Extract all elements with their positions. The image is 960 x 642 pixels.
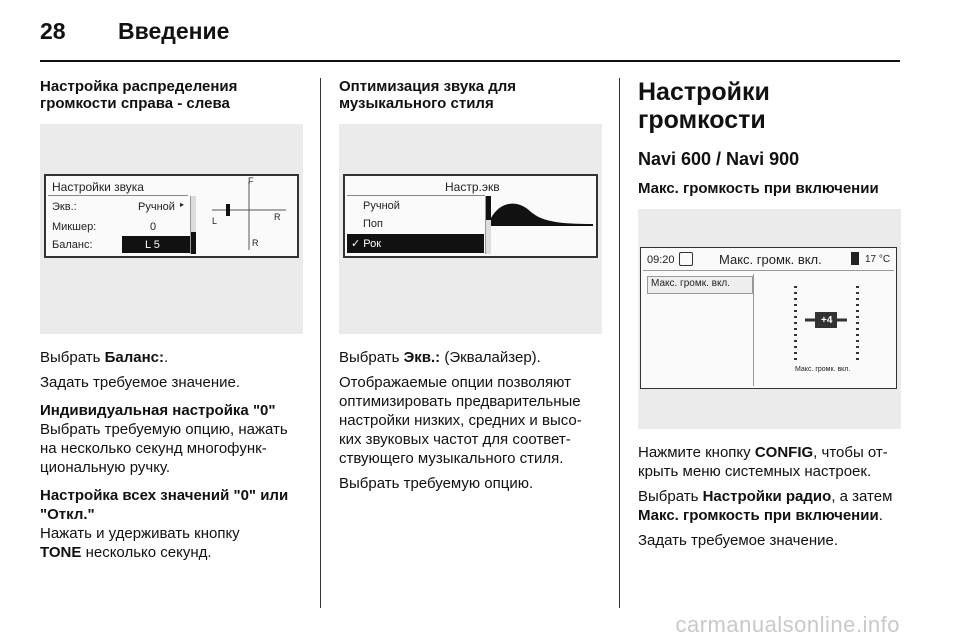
screen-title: Настройки звука	[52, 180, 144, 194]
compass-right: R	[274, 212, 281, 222]
eq-description: Отображаемые опции позволяют оптимизировать предварительные настройки низких, средних и высо- ких звуковых частот для соответ- ствующего музыкального стиля.	[339, 374, 582, 467]
header-divider	[40, 60, 900, 62]
column-balance	[40, 78, 305, 562]
equalizer-screen	[343, 174, 598, 258]
column-volume	[638, 78, 903, 550]
balance-value: L 5	[145, 239, 160, 251]
volume-value: +4	[821, 315, 833, 326]
mixer-value: 0	[150, 221, 157, 233]
model-subtitle: Navi 600 / Navi 900	[638, 149, 800, 169]
instruction-all-zero: Нажать и удерживать кнопку TONE несколько секунд.	[40, 525, 240, 561]
instruction-select-option: Выбрать требуемую опцию.	[339, 475, 534, 492]
column-equalizer	[339, 78, 604, 493]
temperature: 17 °C	[865, 254, 891, 265]
eq-curve-icon	[491, 196, 593, 226]
eq-option-pop: Поп	[363, 218, 383, 230]
section-max-volume: Макс. громкость при включении	[638, 180, 879, 197]
instruction-set-value: Задать требуемое значение.	[40, 374, 241, 391]
eq-label: Экв.:	[52, 201, 77, 213]
volume-screenshot	[638, 209, 901, 429]
arrow-right-icon: ▸	[180, 200, 185, 209]
section-title-balance: Настройка распределения громкости справа - слева	[40, 78, 238, 112]
back-icon	[679, 252, 693, 266]
phone-icon	[851, 252, 859, 265]
compass-front: F	[248, 176, 254, 186]
heading-individual-zero: Индивидуальная настройка "0"	[40, 402, 276, 419]
eq-value: Ручной	[138, 201, 175, 213]
instruction-select-eq: Выбрать Экв.: (Эквалайзер).	[339, 349, 541, 366]
heading-all-zero: Настройка всех значений "0" или "Откл."	[40, 487, 289, 523]
balance-label: Баланс:	[52, 239, 93, 251]
list-item-label: Макс. громк. вкл.	[651, 278, 731, 289]
chapter-title: Введение	[118, 18, 230, 44]
column-divider-1	[320, 78, 321, 608]
mixer-label: Микшер:	[52, 221, 97, 233]
instruction-select-balance: Выбрать Баланс:.	[40, 349, 169, 366]
volume-caption: Макс. громк. вкл.	[795, 366, 851, 373]
page-header	[40, 18, 900, 48]
max-volume-screen	[640, 247, 897, 389]
column-divider-2	[619, 78, 620, 608]
eq-option-rock: ✓ Рок	[351, 238, 382, 250]
instruction-press-config: Нажмите кнопку CONFIG, чтобы от- крыть меню системных настроек.	[638, 444, 888, 480]
eq-option-manual: Ручной	[363, 200, 400, 212]
page-number: 28	[40, 18, 66, 44]
instruction-individual-zero: Выбрать требуемую опцию, нажать на несколько секунд многофунк- циональную ручку.	[40, 421, 288, 476]
section-title-equalizer: Оптимизация звука для музыкального стиля	[339, 78, 517, 112]
section-title-volume: Настройки громкости	[638, 78, 770, 134]
compass-left: L	[212, 216, 218, 226]
clock: 09:20	[647, 254, 675, 266]
equalizer-screenshot	[339, 124, 602, 334]
screen-title: Настр.экв	[445, 180, 500, 194]
scrollbar	[190, 196, 196, 254]
watermark: carmanualsonline.info	[675, 612, 900, 637]
sound-settings-screen	[44, 174, 299, 258]
instruction-select-radio: Выбрать Настройки радио, а затем Макс. громкость при включении.	[638, 488, 893, 524]
compass-rear: R	[252, 238, 259, 248]
balance-screenshot	[40, 124, 303, 334]
screen-title: Макс. громк. вкл.	[719, 252, 822, 267]
instruction-set-volume: Задать требуемое значение.	[638, 532, 839, 549]
